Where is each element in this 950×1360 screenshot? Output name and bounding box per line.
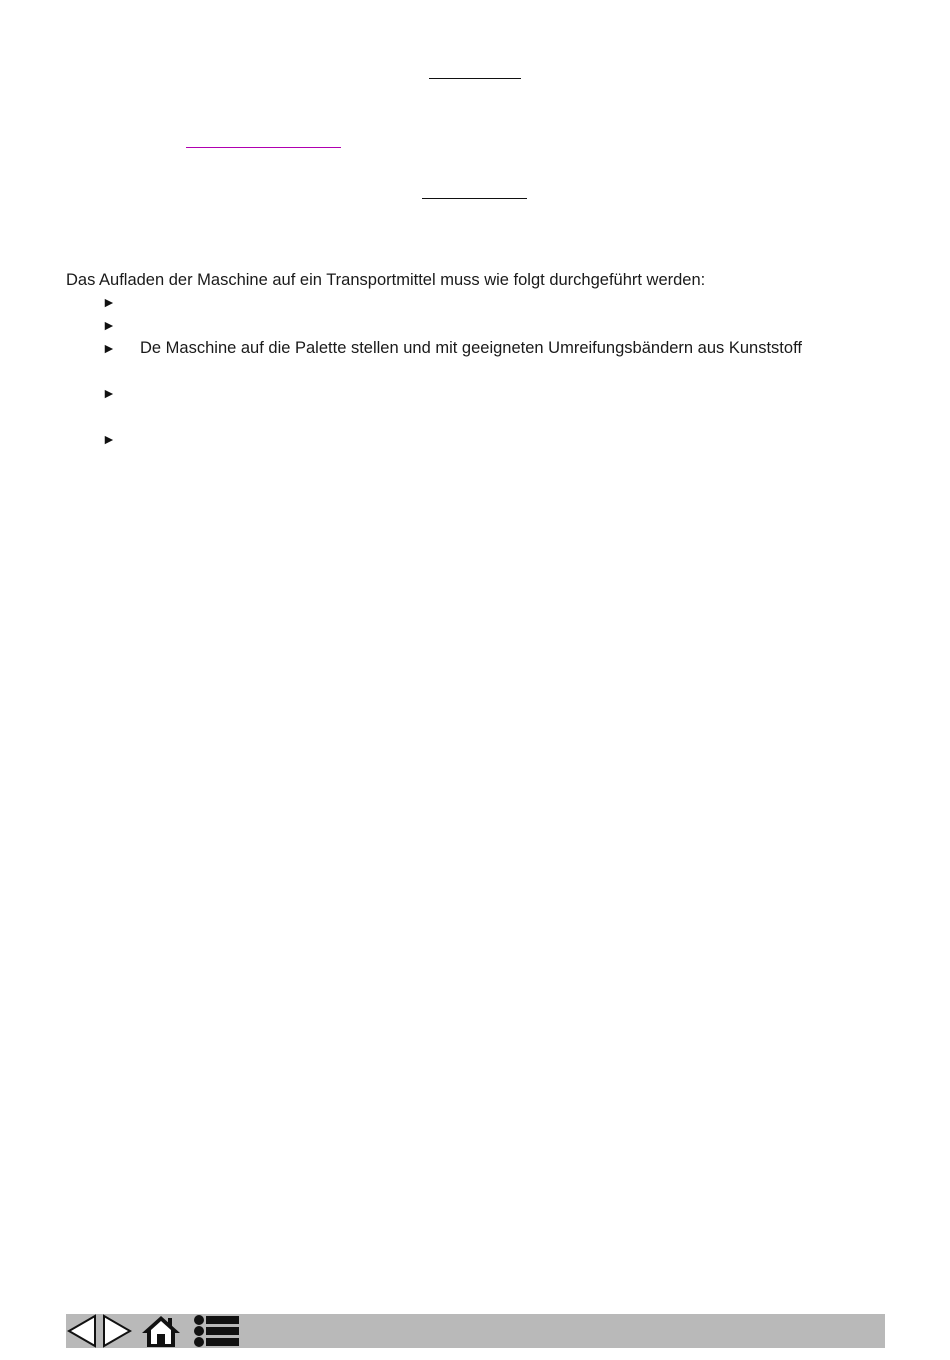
- heading-underline-section: [422, 198, 527, 199]
- bullet-arrow-icon: ►: [102, 294, 116, 310]
- bullet-arrow-icon: ►: [102, 431, 116, 447]
- table-of-contents-icon: [192, 1314, 240, 1348]
- next-page-button[interactable]: [101, 1314, 133, 1348]
- bullet-arrow-icon: ►: [102, 340, 116, 356]
- home-button[interactable]: [140, 1314, 182, 1348]
- intro-paragraph: Das Aufladen der Maschine auf ein Transportmittel muss wie folgt durchgeführt werden:: [66, 271, 706, 289]
- previous-page-icon: [66, 1314, 98, 1348]
- bullet-arrow-icon: ►: [102, 317, 116, 333]
- next-page-icon: [101, 1314, 133, 1348]
- step-text: De Maschine auf die Palette stellen und mit geeigneten Umreifungsbändern aus Kunststoff: [140, 339, 802, 357]
- heading-underline-top: [429, 78, 521, 79]
- previous-page-button[interactable]: [66, 1314, 98, 1348]
- footer-navigation-bar: [66, 1314, 885, 1348]
- cross-reference-link[interactable]: [186, 147, 341, 148]
- bullet-arrow-icon: ►: [102, 385, 116, 401]
- table-of-contents-button[interactable]: [192, 1314, 240, 1348]
- home-icon: [140, 1314, 182, 1348]
